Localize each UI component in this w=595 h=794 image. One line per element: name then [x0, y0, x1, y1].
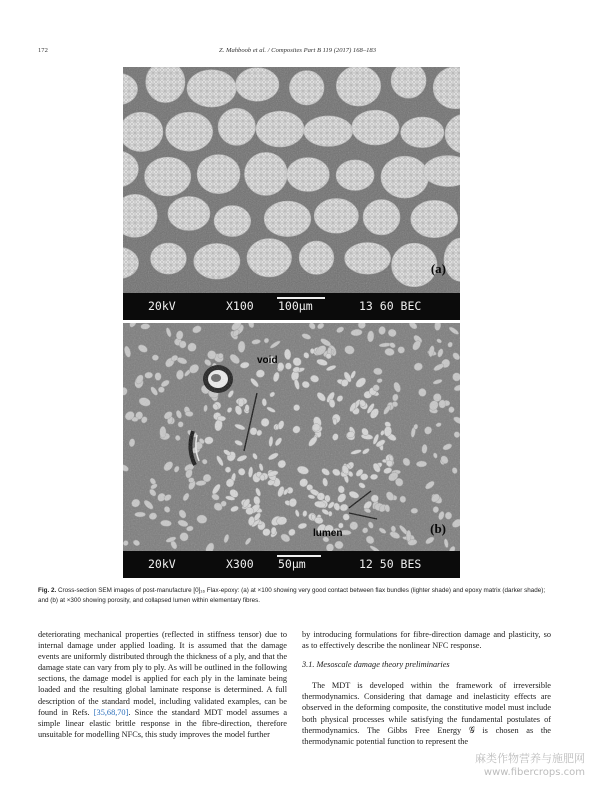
watermark-url: www.fibercrops.com [483, 767, 585, 778]
page-number: 172 [38, 47, 48, 54]
sem-image-panel-b [123, 323, 460, 578]
body-text: deteriorating mechanical properties (reflected in stiffness tensor) due to internal damage under applied loading. It is assumed that the damage events are uniformly distributed through the thickness of a ply, and that the damage state can vary from ply to ply. As will be outlined in the following sections, the damage model is applied for each ply in the laminate being loaded and the resulting global laminate response is determined. A full description of the standard model, including validated examples, can be found in Refs. [38, 630, 287, 717]
body-text: . Since the standard MDT model assumes a simple linear elastic brittle response in the fibre-direction, therefore unsuitable for modelling NFCs, this study improves the model further [38, 707, 288, 739]
sem-info-bar-b [123, 551, 460, 578]
sem-micrograph-a [123, 67, 460, 293]
void-annotation: void [257, 355, 278, 366]
scale-label: 50μm [278, 557, 306, 571]
body-text: by introducing formulations for fibre-direction damage and plasticity, so as to effectively describe the nonlinear NFC response. [302, 630, 551, 651]
body-column-right [302, 629, 551, 747]
caption-text: Cross-section SEM images of post-manufacture [0]₁₆ Flax-epoxy: (a) at ×100 showing very good contact between flax bundles (lighter shade) and epoxy matrix (darker shade); and (b) at ×300 showing porosity, and collapsed lumen within elementary fibres. [38, 587, 546, 604]
scale-bar [277, 297, 325, 299]
body-text: The MDT is developed within the framework of irreversible thermodynamics. Considering that damage and inelasticity effects are observed in the deforming composite, the constitutive model must include both physical processes while satisfying the fundamental postulates of thermodynamics. The Gibbs Free Energy 𝒢 is chosen as the thermodynamic potential function to represent the [302, 681, 551, 746]
sem-info-bar-a [123, 293, 460, 320]
sem-micrograph-b [123, 323, 460, 551]
citation-link[interactable]: [35,68,70] [93, 707, 129, 717]
figure-caption [38, 586, 557, 606]
panel-label-a: (a) [430, 261, 446, 276]
magnification: X100 [226, 299, 254, 313]
accelerating-voltage: 20kV [148, 299, 176, 313]
panel-label-b: (b) [430, 521, 446, 536]
magnification: X300 [226, 557, 254, 571]
lumen-annotation: lumen [313, 528, 343, 539]
scale-label: 100μm [278, 299, 313, 313]
watermark-cn: 麻类作物营养与施肥网 [475, 752, 585, 765]
image-code: 12 50 BES [359, 557, 422, 571]
section-heading: 3.1. Mesoscale damage theory preliminaries [302, 660, 450, 670]
image-code: 13 60 BEC [359, 299, 422, 313]
scale-bar [277, 555, 321, 557]
running-header: Z. Mahboob et al. / Composites Part B 119 (2017) 168–183 [218, 47, 377, 54]
body-column-left [38, 629, 287, 740]
caption-label: Fig. 2. [38, 587, 57, 594]
watermark [475, 752, 585, 780]
accelerating-voltage: 20kV [148, 557, 176, 571]
sem-image-panel-a [123, 67, 460, 320]
